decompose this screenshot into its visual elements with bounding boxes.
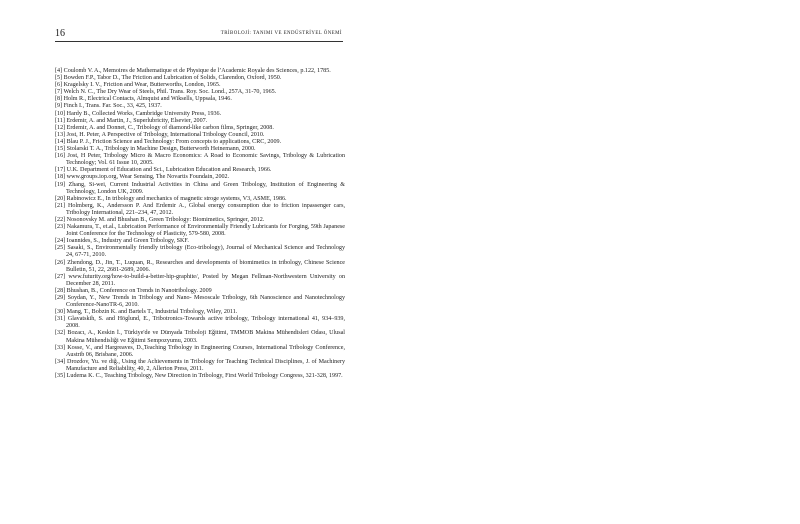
page-number: 16 [55,28,65,39]
reference-item: [33] Kosse, V., and Hargreaves, D.,Teaching Tribology in Engineering Courses, International Tribology Conference, Austrib 06, Brisbane, 2006. [55,344,345,358]
reference-item: [24] Ioannides, S., Industry and Green Tribology, SKF. [55,238,189,245]
reference-item: [6] Kragelsky I. V., Friction and Wear, Butterworths, London, 1965. [55,82,221,89]
reference-item: [32] Bozacı, A., Keskin İ., Türkiye'de ve Dünyada Triboloji Eğitimi, TMMOB Makina Mühendisleri Odası, Ulusal Makina Mühendisliği ve Eğitimi Sempozyumu, 2003. [55,330,345,344]
reference-item: [11] Erdemir, A. and Martin, J., Superlubricity, Elsevier, 2007. [55,117,208,124]
reference-item: [26] Zhendong, D., Jin, T., Luquan, R., Researches and developments of biomimetics in tribology, Chinese Science Bulletin, 51, 22, 2681-2689, 2006. [55,259,345,273]
reference-item: [7] Welch N. C., The Dry Wear of Steels, Phil. Trans. Roy. Soc. Lond., 257A, 31-70, 1965. [55,89,277,96]
reference-item: [29] Soydan, Y., New Trends in Tribology and Nano- Mesoscale Tribology, 6th Nanoscience and Nanotechnology Conference-NanoTR-6, 2010. [55,295,345,309]
reference-item: [16] Jost, H Peter, Tribology Micro & Macro Economics: A Road to Economic Savings, Tribology & Lubrication Technology; Vol. 61 Issue 10, 2005. [55,153,345,167]
reference-item: [21] Holmberg, K., Andersson P. And Erdemir A., Global energy consumption due to friction inpassenger cars, Tribology International, 221–234, 47, 2012. [55,202,345,216]
running-head: TRİBOLOJİ: TANIMI VE ENDÜSTRİYEL ÖNEMİ [220,31,342,36]
reference-item: [10] Hardy B., Collected Works, Cambridge University Press, 1936. [55,110,222,117]
reference-list [55,68,345,380]
reference-item: [5] Bowden F.P., Tabor D., The Friction and Lubrication of Solids, Clarendon, Oxford, 1950. [55,75,282,82]
reference-item: [25] Sasaki, S., Environmentally friendly tribology (Eco-tribology), Journal of Mechanical Science and Technology 24, 67-71, 2010. [55,245,345,259]
reference-item: [31] Glavatskih, S. and Höglund, E., Tribotronics-Towards active tribology, Tribology international 41, 934–939, 2008. [55,316,345,330]
reference-item: [27] www.futurity.org/how-to-build-a-better-hip-graphite/, Posted by Megan Fellman-Northwestern University on December 28, 2011. [55,273,345,287]
reference-item: [9] Finch I., Trans. Far. Soc., 33, 425, 1937. [55,103,162,110]
reference-item: [30] Mang, T., Bobzin K. and Bartels T., Industrial Tribology, Wiley, 2011. [55,309,238,316]
reference-item: [8] Holm R., Electrical Contacts, Almquist and Wiksells, Uppsala, 1946. [55,96,232,103]
reference-item: [34] Drozdov, Yu. ve diğ., Using the Achievements in Tribology for Teaching Technical Disciplines, J. of Machinery Manufacture and Reliability, 40, 2, Allerton Press, 2011. [55,358,345,372]
reference-item: [20] Rabinowicz E., In tribology and mechanics of magnetic stroge systems, V3, ASME, 1986. [55,195,287,202]
reference-item: [28] Bhushan, B., Conference on Trends in Nanotribology. 2009 [55,287,212,294]
reference-item: [23] Nakamura, T., et.al., Lubrication Performance of Environmentally Friendly Lubricants for Forging, 59th Japanese Joint Conference for the Technology of Plasticity, 579-580, 2008. [55,224,345,238]
reference-item: [4] Coulomb V. A., Memoires de Mathematique et de Physique de l’Academic Royale des Sciences, p.122, 1785. [55,68,331,74]
reference-item: [14] Blau P. J., Friction Science and Technology: From concepts to applications, CRC, 2009. [55,138,282,145]
reference-item: [15] Stolarski T. A., Tribology in Machine Design, Butterworth Heinemann, 2000. [55,146,256,153]
reference-item: [17] U.K. Department of Education and Sci., Lubrication Education and Research, 1966. [55,167,272,174]
reference-item: [22] Nosonovsky M. and Bhushan B., Green Tribology: Biomimetics, Springer, 2012. [55,216,265,223]
reference-item: [35] Ludema K. C., Teaching Tribology, New Direction in Tribology, First World Tribology Congress, 321-328, 1997. [55,373,343,380]
reference-item: [12] Erdemir, A. and Donnet, C., Tribology of diamond-like carbon films, Springer, 2008. [55,124,274,131]
reference-item: [18] www.groups.iop.org, Wear Sensing, The Novartis Foundain, 2002. [55,174,230,181]
reference-item: [13] Jost, H. Peter, A Perspective of Tribology, International Tribology Council, 2010. [55,131,265,138]
reference-item: [19] Zhang, Si-wei, Current Industrial Activities in China and Green Tribology, Institution of Engineering & Technology, London UK, 2009. [55,181,345,195]
header-rule [55,41,343,42]
